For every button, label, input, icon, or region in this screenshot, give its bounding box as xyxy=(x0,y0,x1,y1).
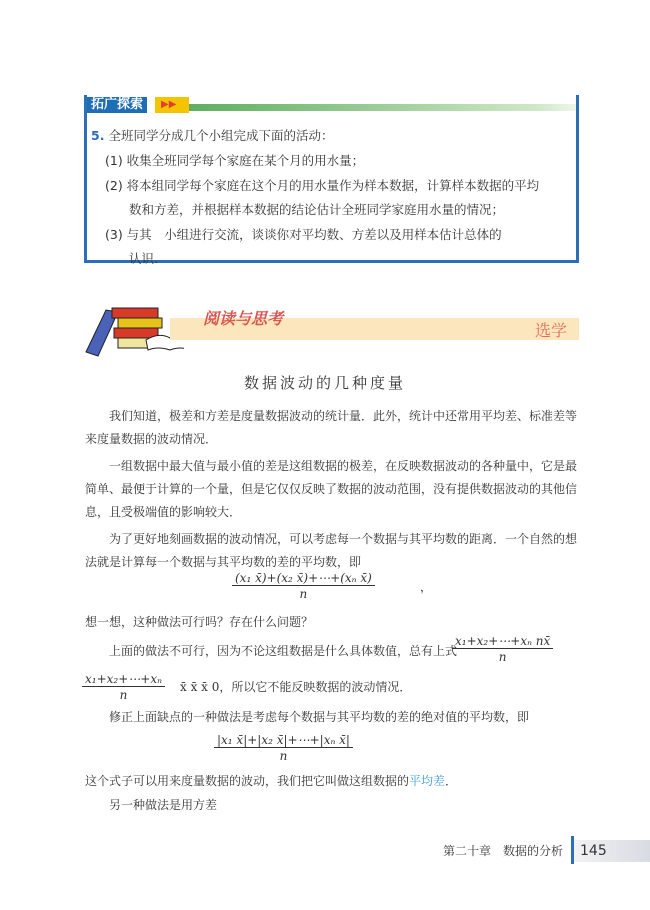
paragraph-6: 修正上面缺点的一种做法是考虑每个数据与其平均数的差的绝对值的平均数，即 xyxy=(109,710,530,724)
paragraph-3: 为了更好地刻画数据的波动情况，可以考虑每一个数据与其平均数的距离．一个自然的想法就是计算每一个数据与其平均数的差的平均数，即 xyxy=(85,532,578,569)
explore-box xyxy=(84,95,579,266)
page-number: 145 xyxy=(574,840,650,862)
question-5: 5. 全班同学分成几个小组完成下面的活动： xyxy=(91,128,334,143)
item-2: (2) 将本组同学每个家庭在这个月的用水量作为样本数据，计算样本数据的平均 xyxy=(105,178,540,193)
paragraph-5-cont: x̄ x̄ x̄ 0，所以它不能反映数据的波动情况． xyxy=(180,680,412,694)
item-3-cont: 认识. xyxy=(129,251,158,266)
paragraph-2: 一组数据中最大值与最小值的差是这组数据的极差，在反映数据波动的各种量中，它是最简单、最便于计算的一个量，但是它仅仅反映了数据的波动范围，没有提供数据波动的其他信息，且受极端值的影响较大． xyxy=(85,459,578,519)
books-icon xyxy=(84,300,184,360)
formula-mean-absolute-deviation: $\frac{\text{|x₁ x̄|+|x₂ x̄|+⋯+|xₙ x̄|}}{n}$ xyxy=(214,733,353,764)
arrows-icon: ▶▶ xyxy=(155,97,189,113)
item-2-cont: 数和方差，并根据样本数据的结论估计全班同学家庭用水量的情况； xyxy=(129,202,505,217)
reading-label: 阅读与思考 xyxy=(203,309,284,328)
paragraph-1: 我们知道，极差和方差是度量数据波动的统计量．此外，统计中还常用平均差、标准差等来度量数据的波动情况． xyxy=(85,409,578,446)
header-bar xyxy=(189,104,576,111)
comma: ， xyxy=(420,580,433,594)
paragraph-8: 另一种做法是用方差 xyxy=(109,798,218,812)
article-title: 数据波动的几种度量 xyxy=(243,374,406,392)
paragraph-5: 上面的做法不可行，因为不论这组数据是什么具体数值，总有上式 xyxy=(109,644,458,658)
formula-mean: $\frac{\text{x₁+x₂+⋯+xₙ}}{n}$ xyxy=(82,672,165,703)
item-1: (1) 收集全班同学每个家庭在某个月的用水量； xyxy=(105,153,365,168)
formula-sum-minus-nmean: $\frac{\text{x₁+x₂+⋯+xₙ nx̄}}{n}$ xyxy=(452,634,553,665)
item-3: (3) 与其 小组进行交流，谈谈你对平均数、方差以及用样本估计总体的 xyxy=(105,227,502,242)
optional-label: 选学 xyxy=(535,321,568,340)
formula-mean-deviation-sum: $\frac{\text{(x₁ x̄)+(x₂ x̄)+⋯+(xₙ x̄)}}{n}$ xyxy=(232,571,375,602)
paragraph-7: 这个式子可以用来度量数据的波动，我们把它叫做这组数据的平均差． xyxy=(85,774,458,788)
term-mean-deviation: 平均差 xyxy=(409,774,446,788)
paragraph-4: 想一想，这种做法可行吗？存在什么问题？ xyxy=(85,615,314,629)
chapter-title: 第二十章 数据的分析 xyxy=(443,844,564,858)
explore-tag: 拓广探索 xyxy=(87,97,147,113)
